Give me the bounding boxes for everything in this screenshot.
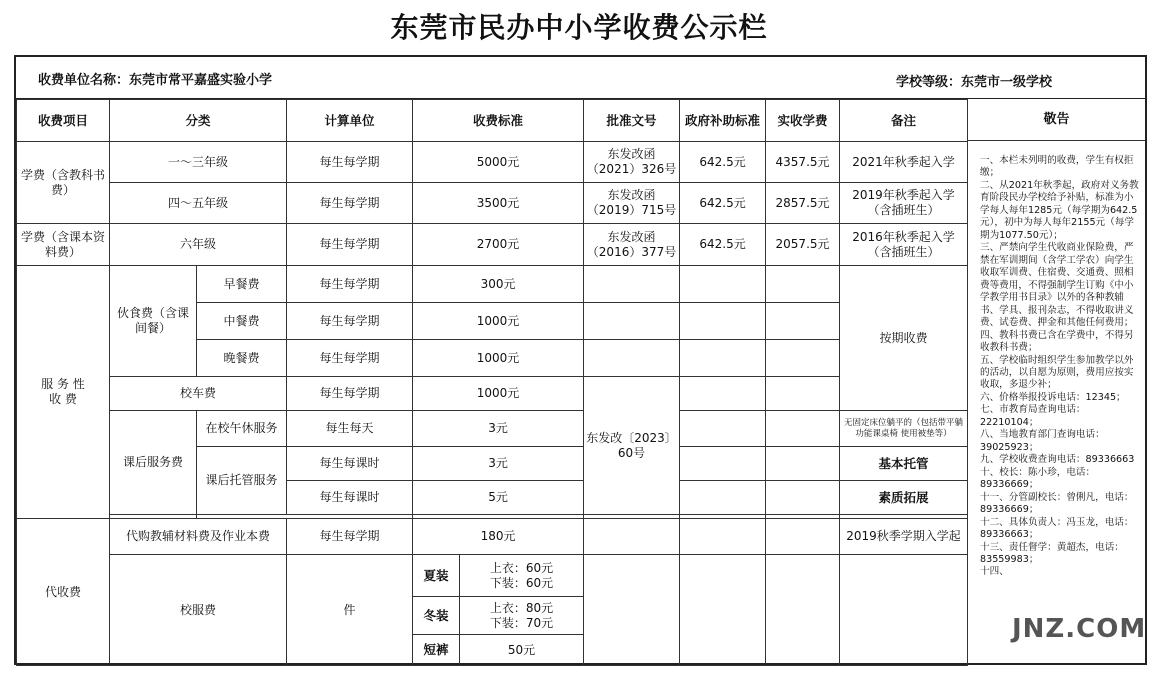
actual-cell: 2857.5元 bbox=[766, 183, 840, 224]
table-row bbox=[17, 411, 968, 447]
subsidy-cell bbox=[680, 447, 766, 481]
fee-table bbox=[16, 99, 968, 666]
unit-cell: 每生每天 bbox=[287, 411, 413, 447]
watermark-logo: JNZ.COM bbox=[1012, 614, 1147, 644]
actual-cell bbox=[766, 411, 840, 447]
shorts-label: 短裤 bbox=[413, 635, 460, 666]
subsidy-cell bbox=[680, 266, 766, 303]
grade-cell: 六年级 bbox=[110, 224, 287, 266]
uniform-unit: 件 bbox=[287, 555, 413, 666]
standard-cell: 5000元 bbox=[413, 142, 584, 183]
subsidy-cell bbox=[680, 340, 766, 377]
standard-cell: 1000元 bbox=[413, 340, 584, 377]
actual-cell bbox=[766, 481, 840, 515]
header-remark: 备注 bbox=[840, 100, 968, 142]
table-row bbox=[17, 183, 968, 224]
remark-cell bbox=[840, 555, 968, 666]
standard-cell: 3元 bbox=[413, 411, 584, 447]
notice-text: 一、本栏未列明的收费，学生有权拒缴； 二、从2021年秋季起，政府对义务教育阶段民办学校给予补贴，标准为小学每人每年1285元（每学期为642.5元），初中为每人每年2155元（每学期为1077.50元）； 三、严禁向学生代收商业保险费，严禁在军训期间（含学工学农）向学生收取军训费、住宿费、交通费、照相费等费用，不得强制学生订购《中小学教学用书目录》以外的各种教辅书、学具、报刊杂志，不得收取讲义费、试卷费、押金和其他任何费用； 四、教科书费已含在学费中，不得另收教科书费； 五、学校临时组织学生参加教学以外的活动，以自愿为原则，费用应按实收取，多退少补； 六、价格举报投诉电话：12345； 七、市教育局查询电话：22210104； 八、当地教育部门查询电话：39025923； 九、学校收费查询电话：89336663 十、校长：陈小珍，电话：89336669； 十一、分管副校长：曾俐凡，电话：89336669； 十二、具体负责人：冯玉龙，电话：89336663； 十三、责任督学：黄超杰，电话：83559983； 十四、 bbox=[980, 155, 1139, 578]
approval-cell bbox=[584, 555, 680, 666]
header-approval: 批准文号 bbox=[584, 100, 680, 142]
noon-remark: 无固定床位躺平的（包括带平躺功能课桌椅 使用被垫等） bbox=[840, 411, 968, 447]
header-unit: 计算单位 bbox=[287, 100, 413, 142]
approval-cell: 东发改函（2021）326号 bbox=[584, 142, 680, 183]
table-row bbox=[17, 224, 968, 266]
agency-group-label: 代收费 bbox=[17, 519, 110, 666]
unit-cell: 每生每学期 bbox=[287, 183, 413, 224]
uniform-name: 校服费 bbox=[110, 555, 287, 666]
page-title: 东莞市民办中小学收费公示栏 bbox=[390, 11, 768, 44]
school-level: 学校等级：东莞市一级学校 bbox=[896, 75, 1053, 90]
unit-cell: 每生每课时 bbox=[287, 447, 413, 481]
approval-cell bbox=[584, 519, 680, 555]
approval-cell bbox=[584, 340, 680, 377]
header-standard: 收费标准 bbox=[413, 100, 584, 142]
remark-cell: 2019年秋季起入学（含插班生） bbox=[840, 183, 968, 224]
unit-cell: 每生每学期 bbox=[287, 266, 413, 303]
noon-name: 在校午休服务 bbox=[197, 411, 287, 447]
subsidy-cell bbox=[680, 519, 766, 555]
service-group-label: 服 务 性 收 费 bbox=[17, 266, 110, 519]
standard-cell: 3元 bbox=[413, 447, 584, 481]
actual-cell bbox=[766, 340, 840, 377]
care-label: 课后托管服务 bbox=[197, 447, 287, 515]
summer-label: 夏装 bbox=[413, 555, 460, 597]
summer-price: 上衣：60元 下装：60元 bbox=[460, 555, 584, 597]
standard-cell: 1000元 bbox=[413, 303, 584, 340]
subsidy-cell bbox=[680, 555, 766, 666]
approval-cell: 东发改函（2016）377号 bbox=[584, 224, 680, 266]
subsidy-cell: 642.5元 bbox=[680, 142, 766, 183]
notice-title: 敬告 bbox=[968, 99, 1145, 141]
standard-cell: 1000元 bbox=[413, 377, 584, 411]
approval-cell bbox=[584, 266, 680, 303]
unit-cell: 每生每学期 bbox=[287, 303, 413, 340]
actual-cell bbox=[766, 266, 840, 303]
standard-cell: 3500元 bbox=[413, 183, 584, 224]
actual-cell bbox=[766, 519, 840, 555]
header-subsidy: 政府补助标准 bbox=[680, 100, 766, 142]
standard-cell: 300元 bbox=[413, 266, 584, 303]
books-remark: 2019秋季学期入学起 bbox=[840, 519, 968, 555]
unit-cell: 每生每学期 bbox=[287, 340, 413, 377]
actual-cell bbox=[766, 377, 840, 411]
tuition-group1-label: 学费（含教科书费） bbox=[17, 142, 110, 224]
subsidy-cell bbox=[680, 377, 766, 411]
tuition-group2-label: 学费（含课本资料费） bbox=[17, 224, 110, 266]
actual-cell bbox=[766, 555, 840, 666]
remark-cell: 2021年秋季起入学 bbox=[840, 142, 968, 183]
unit-cell: 每生每课时 bbox=[287, 481, 413, 515]
table-row bbox=[17, 266, 968, 303]
notice-column bbox=[967, 99, 1145, 663]
unit-cell: 每生每学期 bbox=[287, 142, 413, 183]
grade-cell: 四～五年级 bbox=[110, 183, 287, 224]
header-category: 分类 bbox=[110, 100, 287, 142]
table-row bbox=[17, 377, 968, 411]
actual-cell bbox=[766, 447, 840, 481]
standard-cell: 2700元 bbox=[413, 224, 584, 266]
header-actual: 实收学费 bbox=[766, 100, 840, 142]
subsidy-cell: 642.5元 bbox=[680, 224, 766, 266]
approval-cell: 东发改函（2019）715号 bbox=[584, 183, 680, 224]
care-remark: 素质拓展 bbox=[840, 481, 968, 515]
approval-cell bbox=[584, 303, 680, 340]
unit-cell: 每生每学期 bbox=[287, 519, 413, 555]
standard-cell: 180元 bbox=[413, 519, 584, 555]
service-approval: 东发改〔2023〕60号 bbox=[584, 377, 680, 515]
shorts-price: 50元 bbox=[460, 635, 584, 666]
header-row bbox=[17, 100, 968, 142]
care-remark: 基本托管 bbox=[840, 447, 968, 481]
meal-label: 伙食费（含课间餐） bbox=[110, 266, 197, 377]
meal-remark: 按期收费 bbox=[840, 266, 968, 411]
subsidy-cell: 642.5元 bbox=[680, 183, 766, 224]
standard-cell: 5元 bbox=[413, 481, 584, 515]
unit-cell: 每生每学期 bbox=[287, 224, 413, 266]
bus-name: 校车费 bbox=[110, 377, 287, 411]
remark-cell: 2016年秋季起入学（含插班生） bbox=[840, 224, 968, 266]
subsidy-cell bbox=[680, 303, 766, 340]
after-school-label: 课后服务费 bbox=[110, 411, 197, 515]
grade-cell: 一～三年级 bbox=[110, 142, 287, 183]
actual-cell: 2057.5元 bbox=[766, 224, 840, 266]
unit-name: 收费单位名称：东莞市常平嘉盛实验小学 bbox=[38, 73, 273, 88]
unit-cell: 每生每学期 bbox=[287, 377, 413, 411]
books-name: 代购教辅材料费及作业本费 bbox=[110, 519, 287, 555]
meal-name: 中餐费 bbox=[197, 303, 287, 340]
meal-name: 晚餐费 bbox=[197, 340, 287, 377]
subsidy-cell bbox=[680, 411, 766, 447]
unit-info-bar bbox=[16, 57, 1145, 99]
subsidy-cell bbox=[680, 481, 766, 515]
header-item: 收费项目 bbox=[17, 100, 110, 142]
table-row bbox=[17, 142, 968, 183]
winter-price: 上衣：80元 下装：70元 bbox=[460, 597, 584, 635]
table-row bbox=[17, 519, 968, 555]
actual-cell: 4357.5元 bbox=[766, 142, 840, 183]
meal-name: 早餐费 bbox=[197, 266, 287, 303]
table-row bbox=[17, 555, 968, 597]
winter-label: 冬装 bbox=[413, 597, 460, 635]
actual-cell bbox=[766, 303, 840, 340]
